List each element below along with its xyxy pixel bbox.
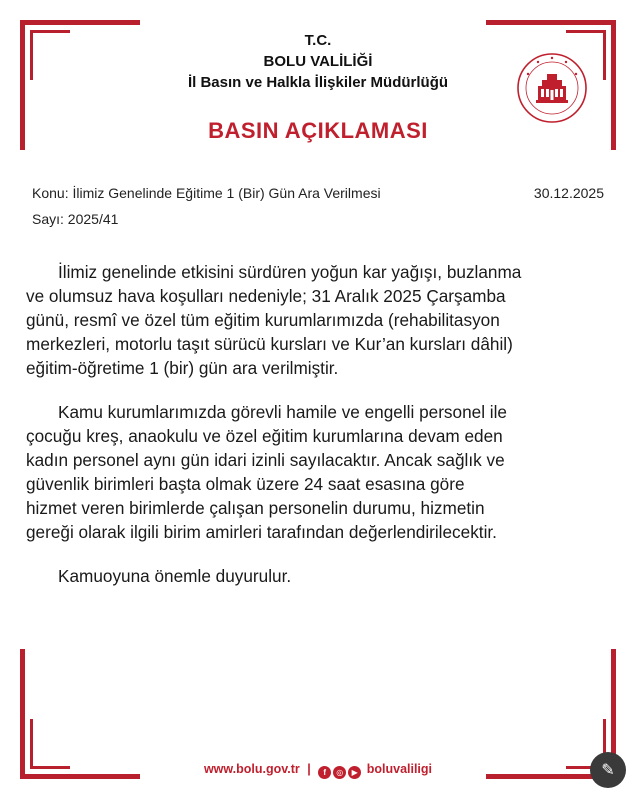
letterhead-governorship: BOLU VALİLİĞİ bbox=[263, 53, 373, 70]
body-line: eğitim-öğretime 1 (bir) gün ara verilmiştir. bbox=[26, 358, 339, 378]
social-handle[interactable]: boluvaliligi bbox=[366, 762, 433, 776]
document-date: 30.12.2025 bbox=[533, 185, 604, 201]
body-line: güvenlik birimleri başta olmak üzere 24 saat esasına göre bbox=[26, 474, 465, 494]
subject-line: Konu: İlimiz Genelinde Eğitime 1 (Bir) Gün Ara Verilmesi bbox=[32, 185, 381, 201]
body-line: gereği olarak ilgili birim amirleri tarafından değerlendirilecektir. bbox=[26, 522, 497, 542]
frame-corner-bottom-left bbox=[20, 649, 140, 779]
government-seal-icon bbox=[516, 52, 588, 124]
letterhead-department: İl Basın ve Halkla İlişkiler Müdürlüğü bbox=[187, 74, 449, 91]
body-line: hizmet veren birimlerde çalışan personelin durumu, hizmetin bbox=[26, 498, 485, 518]
footer bbox=[0, 762, 636, 779]
footer-separator: | bbox=[307, 762, 311, 776]
body-line: Kamu kurumlarımızda görevli hamile ve engelli personel ile bbox=[58, 402, 507, 422]
edit-image-button[interactable] bbox=[590, 752, 626, 788]
palette-icon: ✎ bbox=[601, 762, 615, 779]
body-line: merkezleri, motorlu taşıt sürücü kursları ve Kur’an kursları dâhil) bbox=[26, 334, 513, 354]
document-meta bbox=[32, 180, 381, 232]
body-line: çocuğu kreş, anaokulu ve özel eğitim kurumlarına devam eden bbox=[26, 426, 503, 446]
paragraph-1 bbox=[26, 260, 606, 380]
instagram-icon[interactable]: ◎ bbox=[333, 766, 346, 779]
youtube-icon[interactable]: ▶ bbox=[348, 766, 361, 779]
body-line: kadın personel aynı gün idari izinli sayılacaktır. Ancak sağlık ve bbox=[26, 450, 505, 470]
body-line: günü, resmî ve özel tüm eğitim kurumlarımızda (rehabilitasyon bbox=[26, 310, 500, 330]
paragraph-2 bbox=[26, 400, 606, 544]
document-body bbox=[26, 260, 606, 608]
facebook-icon[interactable]: f bbox=[318, 766, 331, 779]
document-title: BASIN AÇIKLAMASI bbox=[208, 118, 428, 143]
website-link[interactable]: www.bolu.gov.tr bbox=[203, 762, 300, 776]
body-line: İlimiz genelinde etkisini sürdüren yoğun kar yağışı, buzlanma bbox=[58, 262, 522, 282]
letterhead-tc: T.C. bbox=[304, 32, 332, 49]
body-line: ve olumsuz hava koşulları nedeniyle; 31 Aralık 2025 Çarşamba bbox=[26, 286, 506, 306]
reference-number: Sayı: 2025/41 bbox=[32, 211, 119, 227]
paragraph-3 bbox=[58, 564, 606, 588]
body-line: Kamuoyuna önemle duyurulur. bbox=[58, 566, 292, 586]
